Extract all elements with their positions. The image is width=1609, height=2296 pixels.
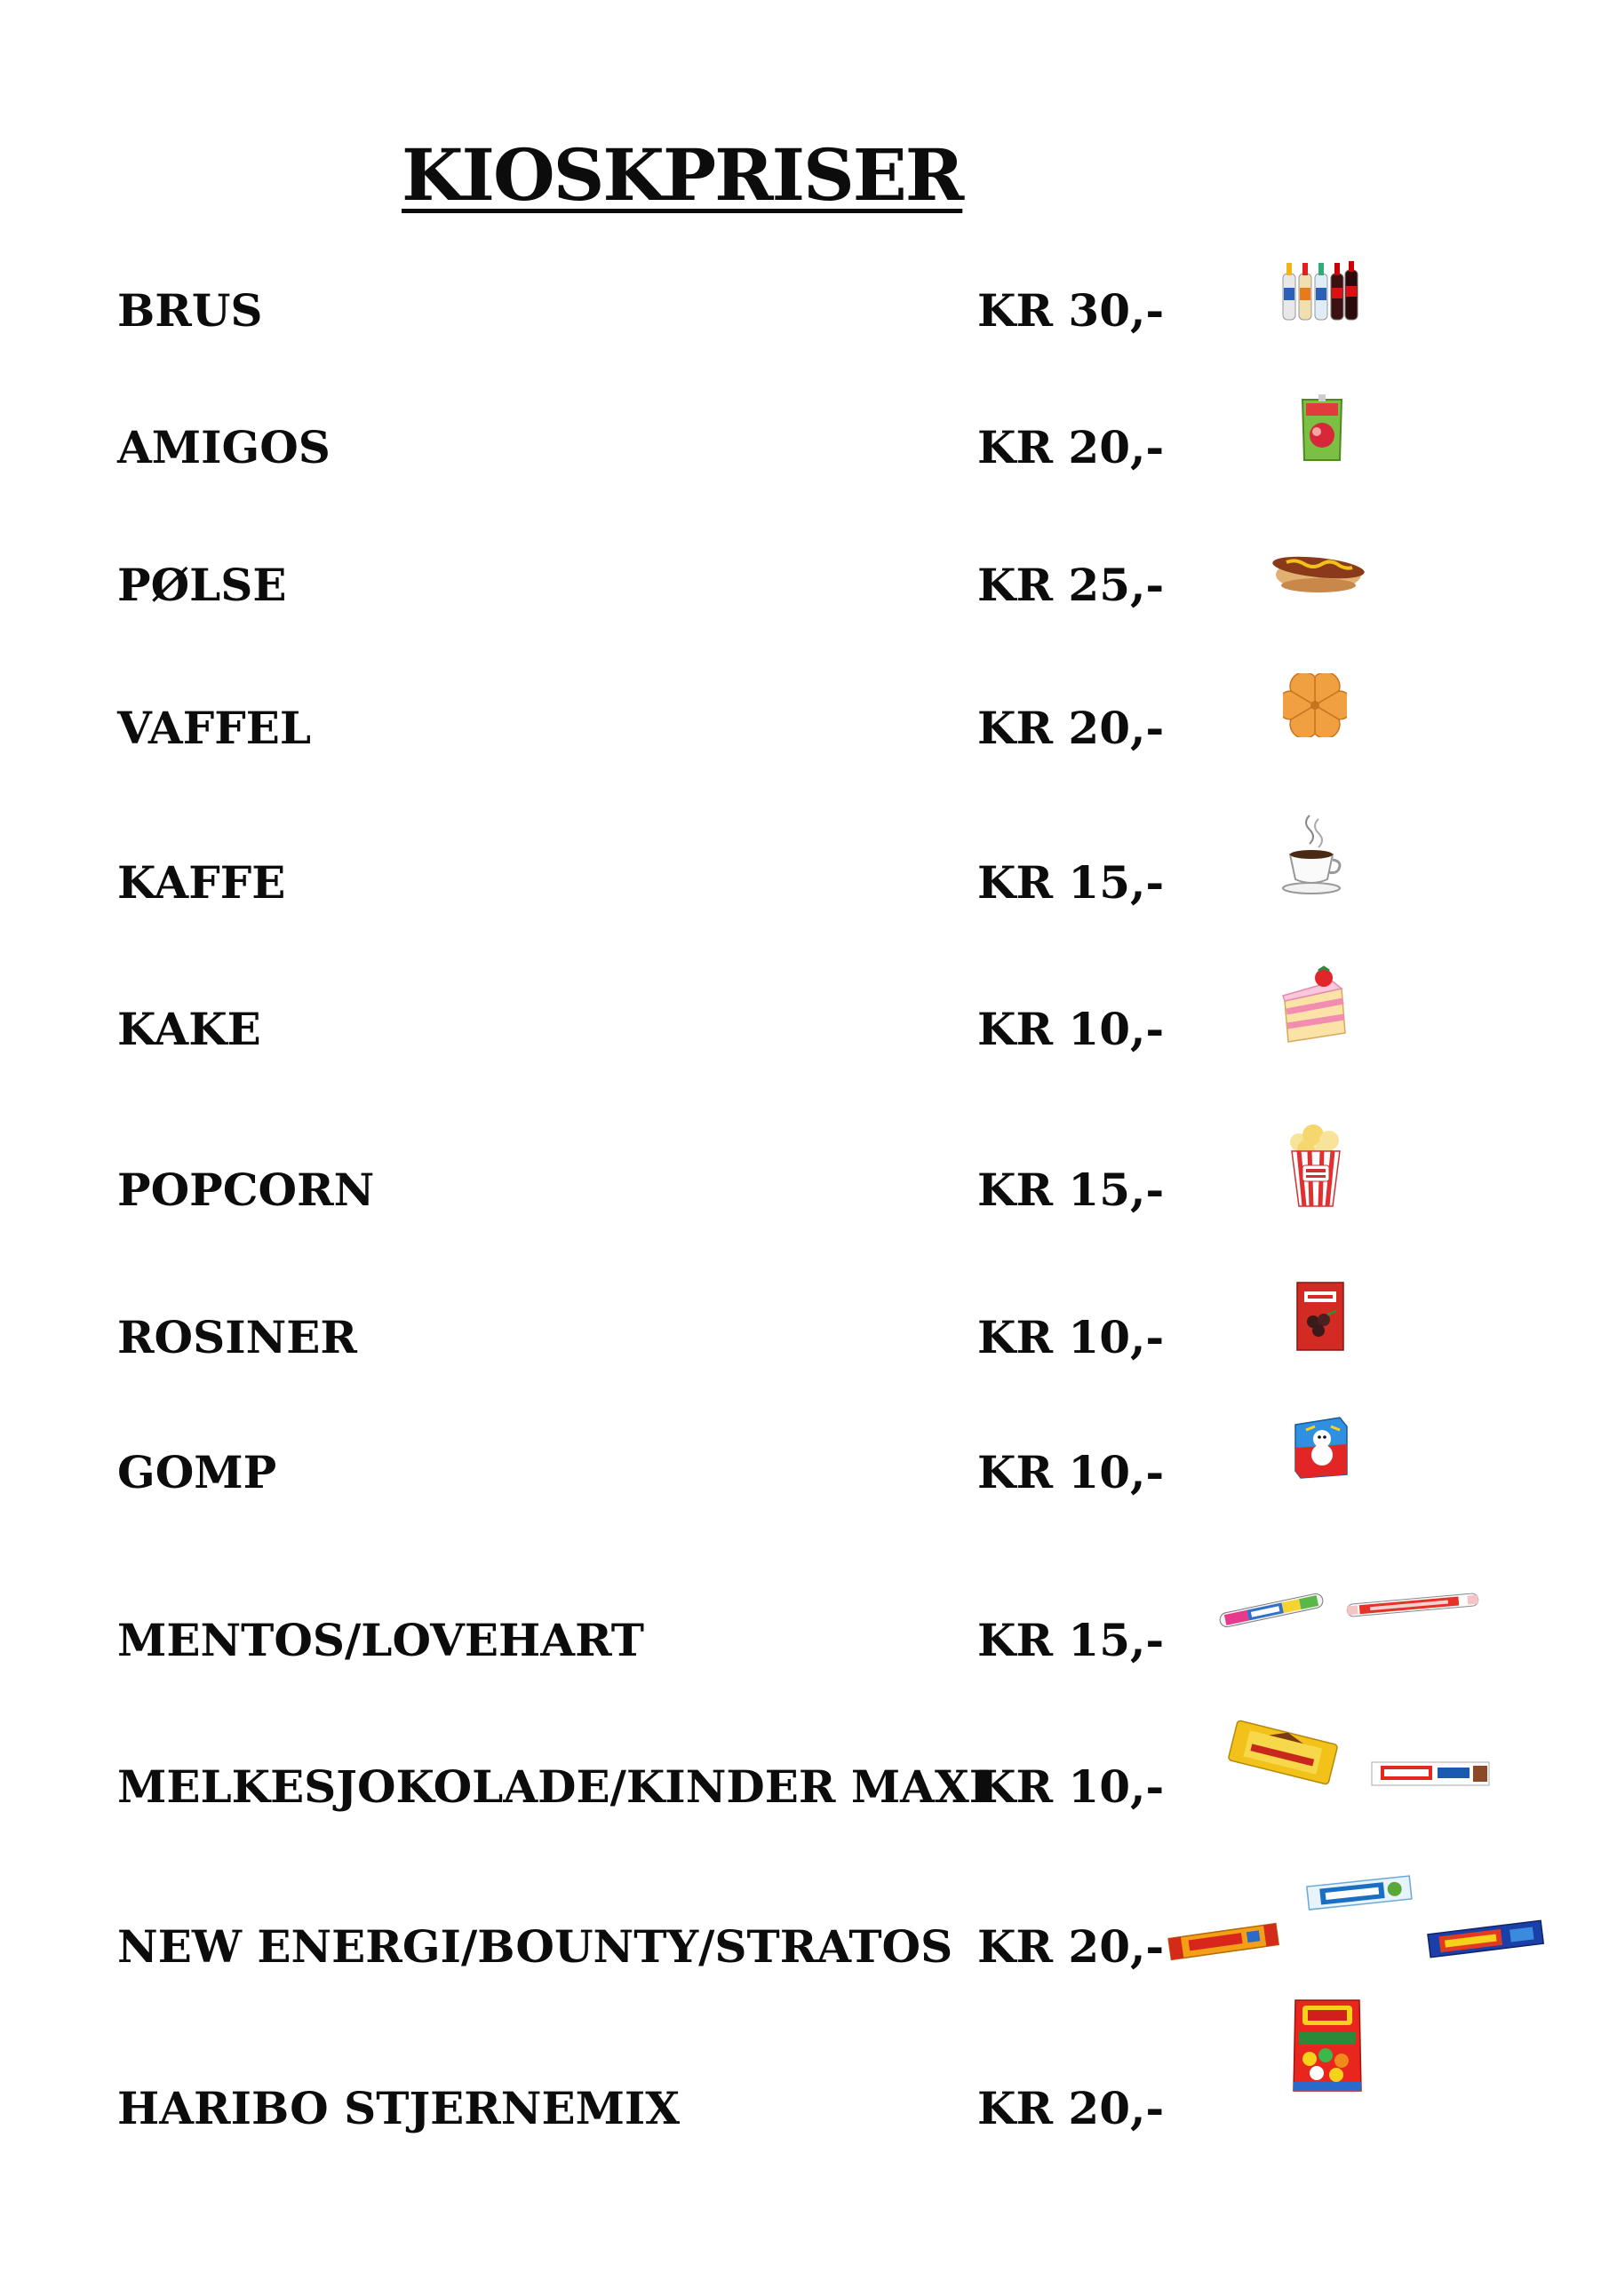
item-name: HARIBO STJERNEMIX xyxy=(117,2082,681,2134)
coffee-cup-icon xyxy=(1279,810,1347,899)
item-price: KR 20,- xyxy=(977,1920,1165,1973)
item-price: KR 20,- xyxy=(977,702,1165,754)
item-name: POPCORN xyxy=(117,1164,375,1216)
price-row-rosiner xyxy=(0,1293,1609,1382)
hotdog-icon xyxy=(1269,541,1366,598)
kinder-maxi-bar-icon xyxy=(1370,1759,1491,1789)
item-price: KR 15,- xyxy=(977,856,1165,909)
price-row-amigos xyxy=(0,403,1609,492)
melkesjokolade-bar-icon xyxy=(1226,1712,1340,1792)
item-name: NEW ENERGI/BOUNTY/STRATOS xyxy=(117,1920,953,1973)
price-row-haribo xyxy=(0,2064,1609,2153)
gomp-box-icon xyxy=(1290,1412,1352,1480)
item-name: GOMP xyxy=(117,1446,277,1498)
item-name: PØLSE xyxy=(117,559,287,611)
item-name: AMIGOS xyxy=(117,421,331,473)
item-name: BRUS xyxy=(117,284,263,337)
item-price: KR 10,- xyxy=(977,1446,1165,1498)
cake-slice-icon xyxy=(1279,965,1354,1045)
price-row-kaffe xyxy=(0,838,1609,927)
price-row-gomp xyxy=(0,1428,1609,1517)
item-name: KAFFE xyxy=(117,856,286,909)
lovehart-roll-icon xyxy=(1343,1587,1482,1623)
price-row-polse xyxy=(0,541,1609,630)
page-title: KIOSKPRISER xyxy=(402,133,963,217)
item-price: KR 15,- xyxy=(977,1164,1165,1216)
item-price: KR 15,- xyxy=(977,1614,1165,1666)
item-price: KR 25,- xyxy=(977,559,1165,611)
stratos-bar-icon xyxy=(1425,1915,1546,1961)
energi-bar-icon xyxy=(1166,1919,1281,1963)
item-price: KR 30,- xyxy=(977,284,1165,337)
price-row-mentos-lovehart xyxy=(0,1596,1609,1685)
item-price: KR 10,- xyxy=(977,1311,1165,1363)
item-name: ROSINER xyxy=(117,1311,357,1363)
item-name: MELKESJOKOLADE/KINDER MAXI xyxy=(117,1760,991,1813)
waffle-icon xyxy=(1283,673,1347,737)
price-row-vaffel xyxy=(0,684,1609,773)
price-row-kake xyxy=(0,985,1609,1074)
item-price: KR 10,- xyxy=(977,1003,1165,1055)
raisin-box-icon xyxy=(1294,1279,1347,1354)
price-row-brus xyxy=(0,266,1609,355)
item-price: KR 20,- xyxy=(977,421,1165,473)
item-name: MENTOS/LOVEHART xyxy=(117,1614,644,1666)
juice-pouch-icon xyxy=(1297,394,1347,465)
popcorn-icon xyxy=(1286,1121,1345,1210)
item-name: VAFFEL xyxy=(117,702,311,754)
haribo-bag-icon xyxy=(1290,1997,1365,2094)
soda-bottles-icon xyxy=(1279,259,1359,323)
price-row-melkesjokolade-kinder xyxy=(0,1743,1609,1831)
item-price: KR 20,- xyxy=(977,2082,1165,2134)
bounty-bar-icon xyxy=(1304,1867,1414,1920)
price-row-energi-bounty-stratos xyxy=(0,1903,1609,1991)
item-price: KR 10,- xyxy=(977,1760,1165,1813)
price-row-popcorn xyxy=(0,1146,1609,1235)
item-name: KAKE xyxy=(117,1003,261,1055)
mentos-roll-icon xyxy=(1215,1591,1327,1630)
